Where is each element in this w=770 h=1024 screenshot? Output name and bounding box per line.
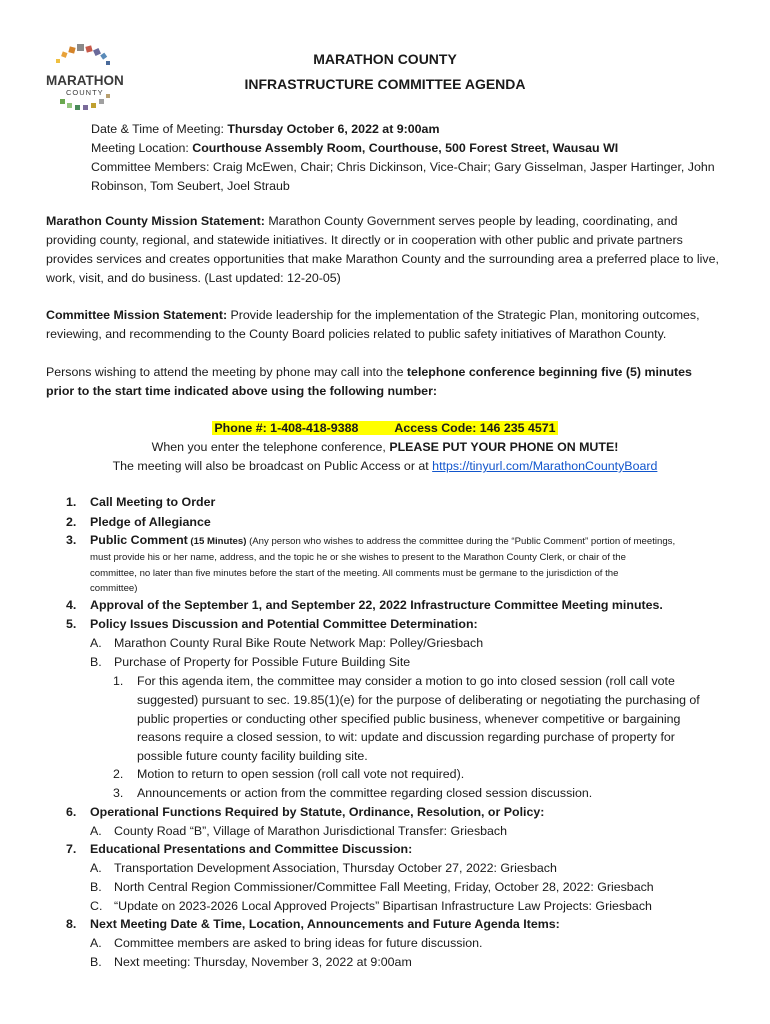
sub-text: Transportation Development Association, Thursday October 27, 2022: Griesbach [114, 861, 557, 875]
agenda-7c [90, 897, 730, 916]
document-title-line1: MARATHON COUNTY [313, 51, 457, 67]
committee-mission-label: Committee Mission Statement: [46, 308, 228, 322]
sub-letter: A. [90, 636, 102, 650]
agenda-item-2 [66, 513, 726, 532]
sub-letter: B. [90, 955, 102, 969]
sub-text: “Update on 2023-2026 Local Approved Projects” Bipartisan Infrastructure Law Projects: Griesbach [114, 899, 652, 913]
sub-text: Next meeting: Thursday, November 3, 2022 at 9:00am [114, 955, 412, 969]
meeting-datetime [91, 120, 731, 139]
sub-letter: A. [90, 936, 102, 950]
subsub-line: possible future county facility building site. [137, 749, 368, 764]
subsub-number: 1. [113, 674, 124, 688]
broadcast-line [0, 457, 770, 476]
committee-members-line1: Committee Members: Craig McEwen, Chair; Chris Dickinson, Vice-Chair; Gary Gisselman, Jasper Hartinger, John [91, 160, 715, 174]
sub-text: North Central Region Commissioner/Committee Fall Meeting, Friday, October 28, 2022: Griesbach [114, 880, 654, 894]
phone-number: Phone #: 1-408-418-9388 [214, 421, 359, 435]
agenda-item-7 [66, 840, 726, 859]
agenda-6a [90, 822, 730, 841]
public-comment-title: Public Comment [90, 533, 188, 547]
public-comment-note-4: committee) [90, 583, 138, 594]
subsub-text: Announcements or action from the committee regarding closed session discussion. [137, 786, 593, 800]
agenda-text: Next Meeting Date & Time, Location, Announcements and Future Agenda Items: [90, 917, 560, 931]
sub-letter: A. [90, 861, 102, 875]
agenda-text: Educational Presentations and Committee Discussion: [90, 842, 413, 856]
agenda-5b-3 [113, 784, 723, 803]
access-code: Access Code: 146 235 4571 [394, 421, 556, 435]
document-title-line2: INFRASTRUCTURE COMMITTEE AGENDA [244, 76, 526, 92]
county-mission-statement [46, 212, 722, 288]
public-comment-minutes: (15 Minutes) [187, 536, 247, 547]
agenda-number: 4. [66, 598, 77, 612]
mute-instruction [0, 438, 770, 457]
mute-text: When you enter the telephone conference, [151, 440, 390, 454]
agenda-text: Approval of the September 1, and September 22, 2022 Infrastructure Committee Meeting minutes. [90, 598, 663, 612]
meeting-location-label: Meeting Location: [91, 141, 193, 155]
committee-mission-statement [46, 306, 722, 344]
subsub-line: public properties or conducting other specified public business, whenever competitive or bargaining [137, 711, 681, 726]
sub-letter: A. [90, 824, 102, 838]
subsub-line: reasons require a closed session, to wit: update and discussion regarding purchase of property for [137, 730, 675, 745]
phone-intro-text: Persons wishing to attend the meeting by phone may call into the [46, 365, 407, 379]
sub-text: Committee members are asked to bring ideas for future discussion. [114, 936, 483, 950]
agenda-number: 2. [66, 515, 77, 529]
public-comment-note-3: committee, no later than five minutes before the start of the meeting. All comments must be germane to the jurisdiction of the [90, 567, 619, 579]
phone-highlight [212, 421, 557, 435]
sub-text: County Road “B”, Village of Marathon Jurisdictional Transfer: Griesbach [114, 824, 508, 838]
meeting-location [91, 139, 731, 158]
public-comment-note-2: must provide his or her name, address, and the topic he or she wishes to present to the Marathon County Clerk, or chair of the [90, 552, 626, 563]
meeting-datetime-value: Thursday October 6, 2022 at 9:00am [227, 122, 440, 136]
agenda-8a [90, 934, 730, 953]
agenda-text: Pledge of Allegiance [90, 515, 211, 529]
subsub-line: suggested) pursuant to sec. 19.85(1)(e) for the purpose of deliberating or negotiating the purchasing of [137, 692, 700, 707]
phone-line [0, 419, 770, 438]
agenda-number: 7. [66, 842, 77, 856]
agenda-text [90, 531, 726, 550]
phone-intro [46, 363, 722, 401]
broadcast-link[interactable]: https://tinyurl.com/MarathonCountyBoard [432, 459, 658, 473]
logo-text-county: COUNTY [66, 88, 104, 97]
subsub-number: 2. [113, 767, 124, 781]
committee-members-line2: Robinson, Tom Seubert, Joel Straub [91, 179, 290, 193]
sub-text: Purchase of Property for Possible Future Building Site [114, 655, 411, 669]
agenda-8b [90, 953, 730, 972]
subsub-line: For this agenda item, the committee may consider a motion to go into closed session (roll call vote [137, 674, 675, 688]
logo-text-marathon: MARATHON [46, 73, 124, 88]
broadcast-text: The meeting will also be broadcast on Public Access or at [112, 459, 433, 473]
meeting-location-value: Courthouse Assembly Room, Courthouse, 500 Forest Street, Wausau WI [192, 141, 619, 155]
sub-letter: B. [90, 880, 102, 894]
sub-letter: B. [90, 655, 102, 669]
sub-text: Marathon County Rural Bike Route Network Map: Polley/Griesbach [114, 636, 484, 650]
subsub-text: Motion to return to open session (roll call vote not required). [137, 767, 465, 781]
agenda-item-5 [66, 615, 726, 634]
agenda-7a [90, 859, 730, 878]
agenda-number: 6. [66, 805, 77, 819]
agenda-5b-2 [113, 765, 723, 784]
agenda-item-1 [66, 493, 726, 512]
agenda-7b [90, 878, 730, 897]
agenda-number: 1. [66, 495, 77, 509]
agenda-text: Operational Functions Required by Statute, Ordinance, Resolution, or Policy: [90, 805, 545, 819]
phone-intro-bold: telephone conference beginning five (5) minutes prior to the start time indicated above using the following number: [46, 365, 692, 398]
meeting-datetime-label: Date & Time of Meeting: [91, 122, 228, 136]
county-mission-label: Marathon County Mission Statement: [46, 214, 265, 228]
agenda-5b [90, 653, 730, 672]
subsub-number: 3. [113, 786, 124, 800]
agenda-number: 3. [66, 533, 77, 547]
agenda-number: 8. [66, 917, 77, 931]
agenda-text: Policy Issues Discussion and Potential Committee Determination: [90, 617, 478, 631]
committee-mission-text: Provide leadership for the implementation of the Strategic Plan, monitoring outcomes, reviewing, and recommending to the County Board policies related to public safety initiatives of Marathon County. [46, 308, 700, 341]
agenda-text: Call Meeting to Order [90, 495, 216, 509]
agenda-item-8 [66, 915, 726, 934]
sub-letter: C. [90, 899, 103, 913]
agenda-5a [90, 634, 730, 653]
agenda-item-6 [66, 803, 726, 822]
mute-bold: PLEASE PUT YOUR PHONE ON MUTE! [389, 440, 619, 454]
public-comment-note [66, 550, 726, 597]
county-mission-text: Marathon County Government serves people by leading, coordinating, and providing county, regional, and statewide initiatives. It directly or in cooperation with other public and private partners provides services and creates opportunities that make Marathon County and the surrounding area a preferred place to live, work, visit, and do business. (Last updated: 12-20-05) [46, 214, 719, 285]
agenda-item-4 [66, 596, 726, 615]
agenda-number: 5. [66, 617, 77, 631]
agenda-5b-1 [113, 672, 723, 766]
agenda-item-3 [66, 531, 726, 550]
public-comment-note-1: (Any person who wishes to address the committee during the “Public Comment” portion of meetings, [246, 536, 676, 547]
